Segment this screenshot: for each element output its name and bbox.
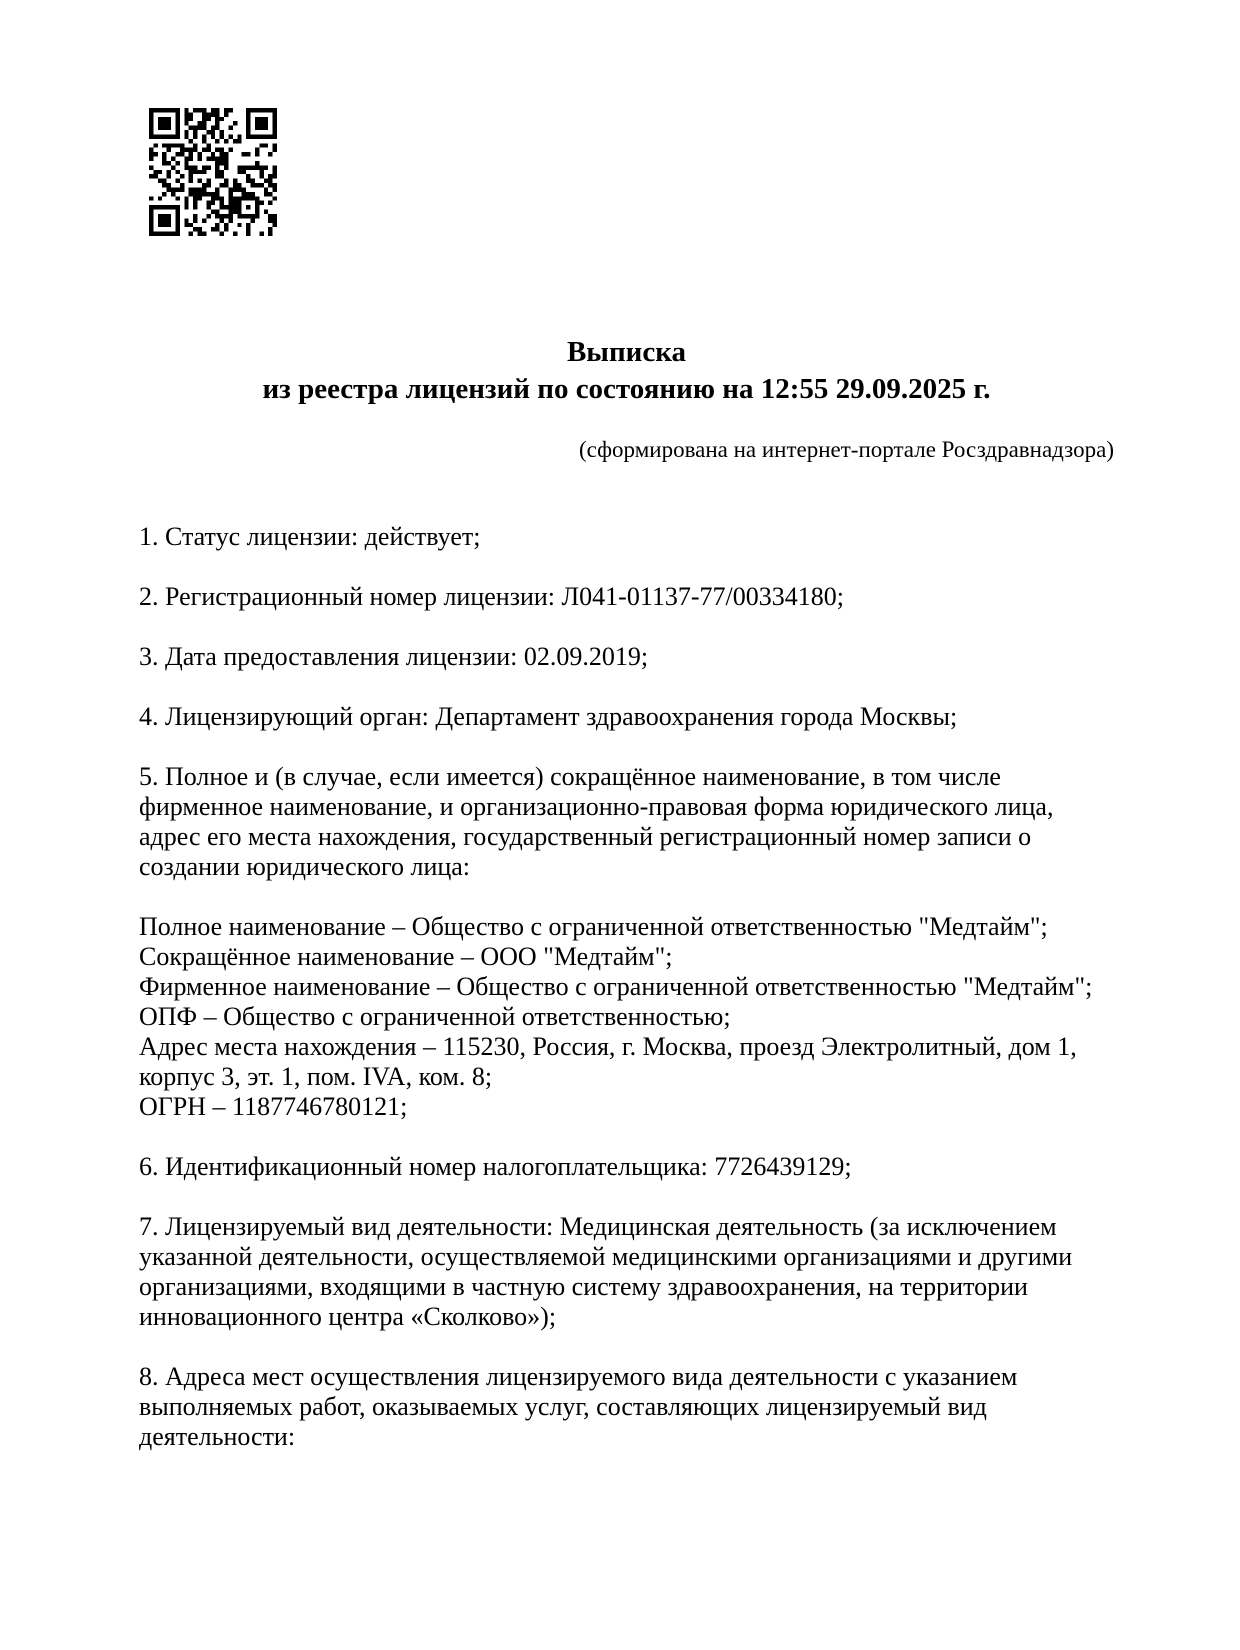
item-license-date: 3. Дата предоставления лицензии: 02.09.2019; [139,642,649,671]
item-license-status: 1. Статус лицензии: действует; [139,522,481,551]
company-short-name: Сокращённое наименование – ООО "Медтайм"; [139,942,673,971]
document-body [139,522,1114,1452]
item-licensed-activity: 7. Лицензируемый вид деятельности: Медицинская деятельность (за исключением указанной деятельности, осуществляемой медицинскими организациями и другими организациями, входящими в частную систему здравоохранения, на территории инновационного центра «Сколково»); [139,1212,1073,1331]
document-content [139,0,1114,1482]
company-address: Адрес места нахождения – 115230, Россия, г. Москва, проезд Электролитный, дом 1, корпус 3, эт. 1, пом. IVA, ком. 8; [139,1032,1077,1091]
item-activity-addresses: 8. Адреса мест осуществления лицензируемого вида деятельности с указанием выполняемых работ, оказываемых услуг, составляющих лицензируемый вид деятельности: [139,1362,1018,1451]
company-ogrn: ОГРН – 1187746780121; [139,1092,408,1121]
title-line-2: из реестра лицензий по состоянию на 12:55 29.09.2025 г. [262,373,991,405]
company-details [139,912,1114,1122]
company-full-name: Полное наименование – Общество с ограниченной ответственностью "Медтайм"; [139,912,1048,941]
title-line-1: Выписка [566,336,687,368]
item-legal-entity-heading: 5. Полное и (в случае, если имеется) сокращённое наименование, в том числе фирменное наименование, и организационно-правовая форма юридического лица, адрес его места нахождения, государственный регистрационный номер записи о создании юридического лица: [139,762,1054,881]
item-registration-number: 2. Регистрационный номер лицензии: Л041-01137-77/00334180; [139,582,844,611]
company-legal-form: ОПФ – Общество с ограниченной ответственностью; [139,1002,731,1031]
item-licensing-authority: 4. Лицензирующий орган: Департамент здравоохранения города Москвы; [139,702,958,731]
document-subtitle: (сформирована на интернет-портале Росздравнадзора) [579,437,1114,462]
company-brand-name: Фирменное наименование – Общество с ограниченной ответственностью "Медтайм"; [139,972,1093,1001]
item-taxpayer-number: 6. Идентификационный номер налогоплательщика: 7726439129; [139,1152,852,1181]
document-title [139,334,1114,408]
